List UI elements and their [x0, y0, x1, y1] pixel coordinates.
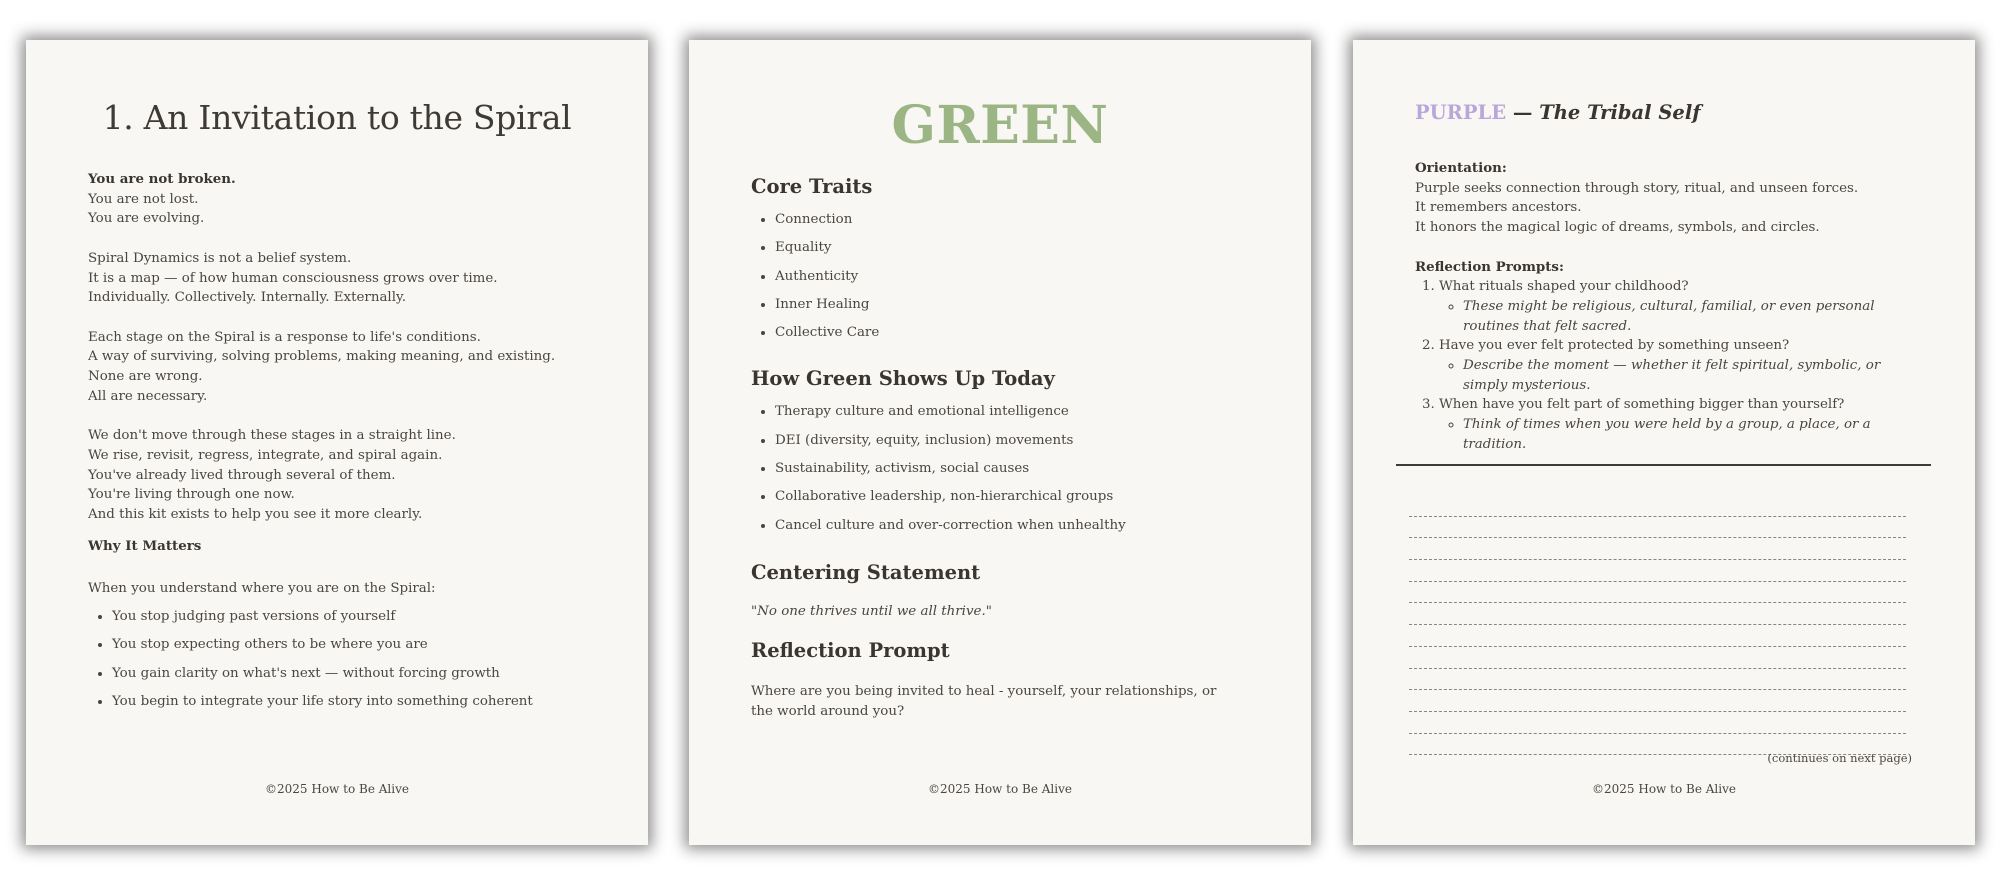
section-heading: Why It Matters: [88, 537, 202, 554]
centering-heading: Centering Statement: [751, 560, 981, 584]
list-item: • Equality: [775, 234, 1251, 262]
color-word: PURPLE: [1415, 101, 1507, 124]
prompt-hint: ◦ Think of times when you were held by a group, a place, or a tradition.: [1463, 415, 1915, 454]
list-item: • Therapy culture and emotional intelligence: [775, 398, 1251, 426]
writing-line: [1409, 647, 1906, 669]
page-subtitle: The Tribal Self: [1539, 101, 1701, 124]
prompt-hint: ◦ Describe the moment — whether it felt spiritual, symbolic, or simply mysterious.: [1463, 356, 1915, 395]
intro-line: You are not lost.: [88, 191, 199, 207]
list-item: • You stop expecting others to be where you are: [112, 631, 608, 659]
page-footer: ©2025 How to Be Alive: [265, 782, 409, 796]
prompt-question: When have you felt part of something bigger than yourself?: [1439, 397, 1845, 413]
prompt-list: [1415, 277, 1915, 454]
writing-lines: [1409, 495, 1906, 755]
paragraph-line: None are wrong.: [88, 369, 203, 384]
page-title: 1. An Invitation to the Spiral: [102, 98, 572, 137]
writing-line: [1409, 560, 1906, 582]
orientation-line: It remembers ancestors.: [1415, 200, 1582, 216]
paragraph-line: And this kit exists to help you see it more clearly.: [88, 506, 423, 522]
reflection-prompt: Where are you being invited to heal - yourself, your relationships, or the world around you?: [751, 683, 1217, 719]
intro-bold-line: You are not broken.: [88, 171, 236, 187]
writing-line: [1409, 669, 1906, 691]
list-item: • Connection: [775, 206, 1251, 234]
writing-line: [1409, 690, 1906, 712]
writing-line: [1409, 582, 1906, 604]
page-body: [88, 170, 608, 716]
core-traits-list: [751, 206, 1251, 347]
page-title: [1415, 101, 1701, 124]
list-item: • You stop judging past versions of yourself: [112, 603, 608, 631]
writing-line: [1409, 603, 1906, 625]
core-traits-heading: Core Traits: [751, 175, 873, 198]
paragraph-line: You've already lived through several of them.: [88, 467, 396, 483]
writing-line: [1409, 517, 1906, 539]
paragraph-line: All are necessary.: [88, 388, 208, 404]
orientation-label: Orientation:: [1415, 160, 1507, 176]
prompt-item: [1439, 395, 1915, 454]
prompt-question: Have you ever felt protected by something unseen?: [1439, 338, 1790, 354]
page-invitation: [26, 40, 648, 845]
list-item: • Collaborative leadership, non-hierarchical groups: [775, 483, 1251, 511]
divider: [1396, 464, 1931, 466]
prompt-hint: ◦ These might be religious, cultural, familial, or even personal routines that felt sacred.: [1463, 297, 1915, 336]
list-item: • Inner Healing: [775, 291, 1251, 319]
list-item: • DEI (diversity, equity, inclusion) movements: [775, 427, 1251, 455]
page-green: [689, 40, 1311, 845]
intro-line: You are evolving.: [88, 211, 205, 227]
list-item: • You begin to integrate your life story into something coherent: [112, 688, 608, 716]
list-item: • Authenticity: [775, 263, 1251, 291]
prompt-item: [1439, 336, 1915, 395]
writing-line: [1409, 538, 1906, 560]
today-list: [751, 398, 1251, 539]
today-heading: How Green Shows Up Today: [751, 367, 1055, 391]
writing-line: [1409, 712, 1906, 734]
list-item: • You gain clarity on what's next — without forcing growth: [112, 660, 608, 688]
paragraph-line: Individually. Collectively. Internally. Externally.: [88, 290, 407, 306]
page-purple: [1353, 40, 1975, 845]
bullet-list: [88, 603, 608, 716]
orientation-line: Purple seeks connection through story, ritual, and unseen forces.: [1415, 180, 1859, 196]
page-body: [751, 175, 1251, 721]
writing-line: [1409, 495, 1906, 517]
paragraph-line: Spiral Dynamics is not a belief system.: [88, 250, 352, 266]
prompt-question: What rituals shaped your childhood?: [1439, 279, 1689, 295]
prompts-label: Reflection Prompts:: [1415, 258, 1564, 275]
paragraph-line: You're living through one now.: [88, 487, 295, 503]
orientation-line: It honors the magical logic of dreams, symbols, and circles.: [1415, 220, 1820, 236]
reflection-heading: Reflection Prompt: [751, 638, 950, 662]
title-dash: —: [1506, 101, 1540, 124]
paragraph-line: It is a map — of how human consciousness grows over time.: [88, 270, 498, 286]
page-body: [1415, 159, 1915, 455]
paragraph-line: We don't move through these stages in a straight line.: [88, 428, 456, 444]
page-title: GREEN: [891, 95, 1109, 156]
paragraph-line: We rise, revisit, regress, integrate, and spiral again.: [88, 447, 443, 463]
centering-quote: "No one thrives until we all thrive.": [751, 603, 992, 619]
paragraph-line: A way of surviving, solving problems, making meaning, and existing.: [88, 349, 556, 365]
page-footer: ©2025 How to Be Alive: [1592, 782, 1736, 796]
page-footer: ©2025 How to Be Alive: [928, 782, 1072, 796]
list-item: • Cancel culture and over-correction when unhealthy: [775, 512, 1251, 540]
paragraph-line: Each stage on the Spiral is a response to life's conditions.: [88, 329, 481, 345]
prompt-item: [1439, 277, 1915, 336]
list-item: • Sustainability, activism, social causes: [775, 455, 1251, 483]
writing-line: [1409, 625, 1906, 647]
continues-note: (continues on next page): [1767, 751, 1912, 765]
section-intro: When you understand where you are on the Spiral:: [88, 581, 436, 597]
list-item: • Collective Care: [775, 319, 1251, 347]
